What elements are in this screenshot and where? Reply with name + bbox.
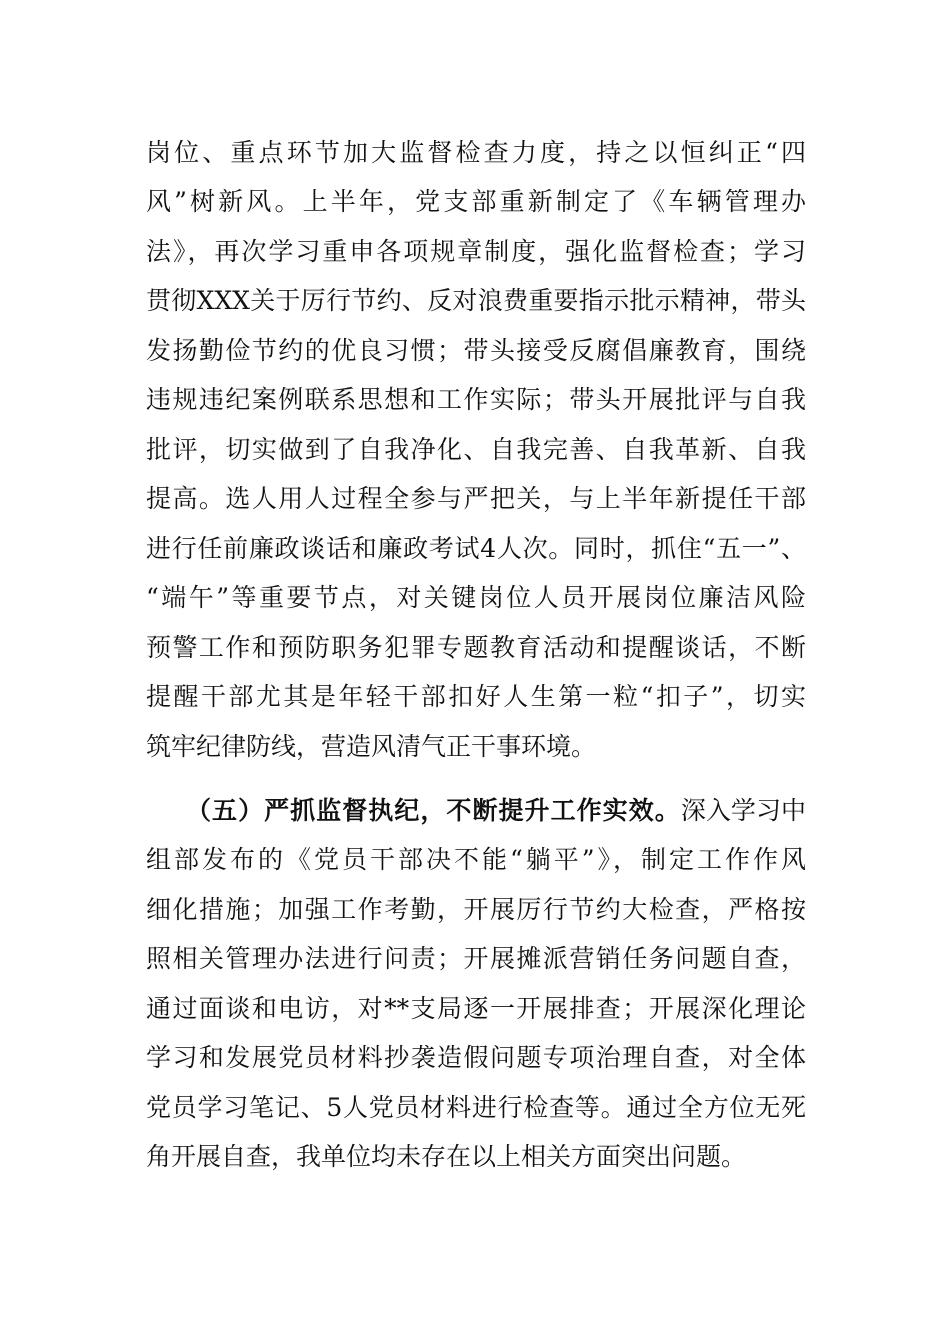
body-text-line: 风”树新风。上半年，党支部重新制定了《车辆管理办 xyxy=(146,187,806,216)
body-text-line: 组部发布的《党员干部决不能“躺平”》，制定工作作风 xyxy=(146,845,806,874)
body-text-line: 岗位、重点环节加大监督检查力度，持之以恒纠正“四 xyxy=(146,138,806,167)
body-text-line: 批评，切实做到了自我净化、自我完善、自我革新、自我 xyxy=(146,435,806,464)
body-text-line: 照相关管理办法进行问责；开展摊派营销任务问题自查， xyxy=(146,944,806,973)
body-text-line: 通过面谈和电访，对**支局逐一开展排查；开展深化理论 xyxy=(146,994,806,1023)
body-text-line: 学习和发展党员材料抄袭造假问题专项治理自查，对全体 xyxy=(146,1043,806,1072)
body-text-line: 进行任前廉政谈话和廉政考试4人次。同时，抓住“五一”、 xyxy=(146,534,806,563)
section-first-line xyxy=(186,791,806,831)
body-text-line: 细化措施；加强工作考勤，开展厉行节约大检查，严格按 xyxy=(146,895,806,924)
body-text-line: “端午”等重要节点，对关键岗位人员开展岗位廉洁风险 xyxy=(146,583,806,612)
body-text-line: 法》，再次学习重申各项规章制度，强化监督检查；学习 xyxy=(146,237,806,266)
section-heading: （五）严抓监督执纪，不断提升工作实效。 xyxy=(186,796,681,825)
section-first-line-text: 深入学习中 xyxy=(680,796,806,825)
body-text-line: 发扬勤俭节约的优良习惯；带头接受反腐倡廉教育，围绕 xyxy=(146,336,806,365)
body-text-line: 违规违纪案例联系思想和工作实际；带头开展批评与自我 xyxy=(146,385,806,414)
body-text-line: 提醒干部尤其是年轻干部扣好人生第一粒“扣子”，切实 xyxy=(146,682,806,711)
body-text-line: 筑牢纪律防线，营造风清气正干事环境。 xyxy=(146,732,597,761)
body-text-line: 角开展自查，我单位均未存在以上相关方面突出问题。 xyxy=(146,1142,747,1171)
body-text-line: 贯彻XXX关于厉行节约、反对浪费重要指示批示精神，带头 xyxy=(146,286,806,315)
body-text-line: 党员学习笔记、5人党员材料进行检查等。通过全方位无死 xyxy=(146,1093,806,1122)
body-text-line: 预警工作和预防职务犯罪专题教育活动和提醒谈话，不断 xyxy=(146,633,806,662)
body-text-line: 提高。选人用人过程全参与严把关，与上半年新提任干部 xyxy=(146,484,806,513)
